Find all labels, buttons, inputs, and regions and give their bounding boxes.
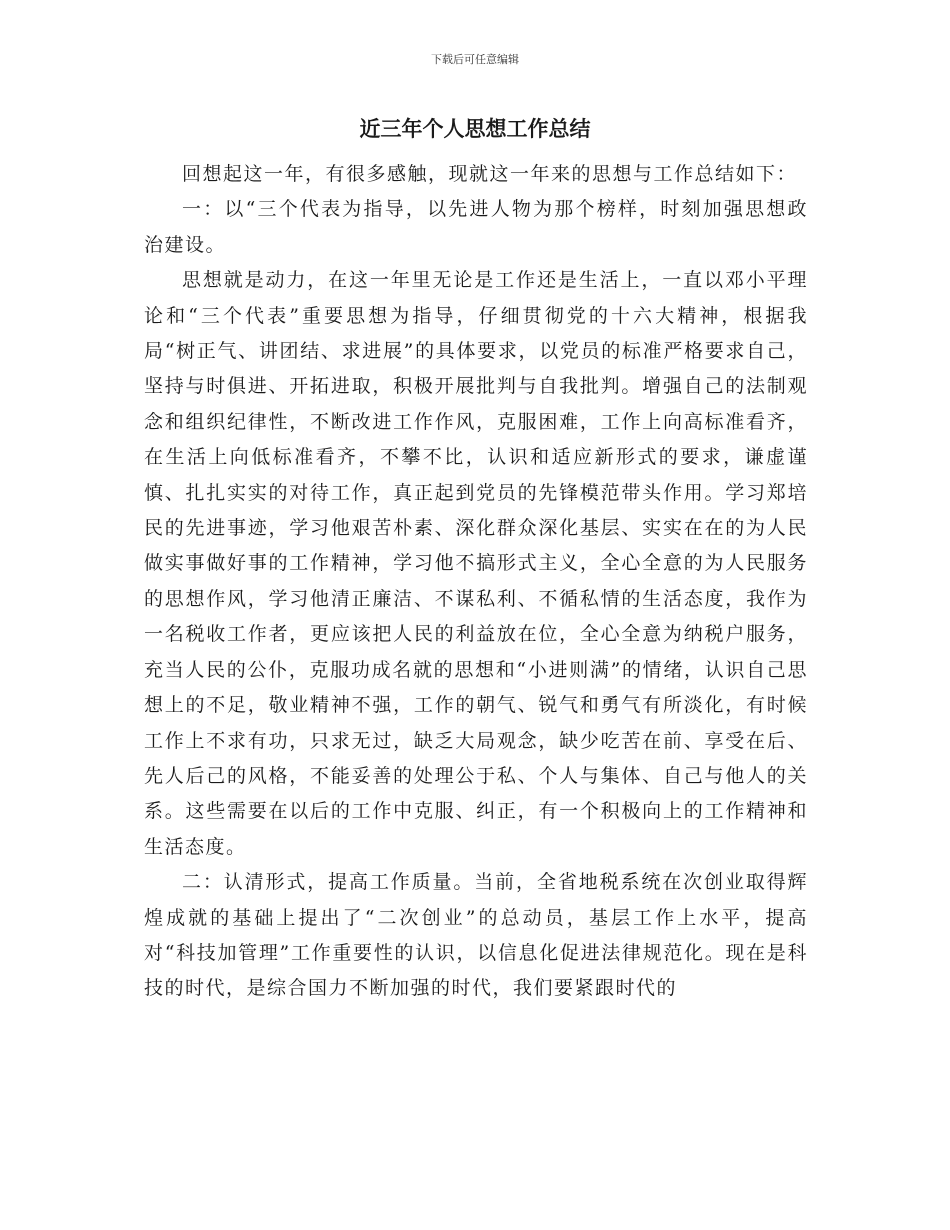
header-note: 下载后可任意编辑 [431,53,519,66]
paragraph-section-two: 二：认清形式，提高工作质量。当前，全省地税系统在次创业取得辉煌成就的基础上提出了“二次创业”的总动员，基层工作上水平，提高对“科技加管理”工作重要性的认识，以信息化促进法律规范化。现在是科技的时代，是综合国力不断加强的时代，我们要紧跟时代的 [144,871,808,1000]
document-title: 近三年个人思想工作总结 [359,117,591,141]
paragraph-intro: 回想起这一年，有很多感触，现就这一年来的思想与工作总结如下： [182,163,798,185]
paragraph-section-one-body: 思想就是动力，在这一年里无论是工作还是生活上，一直以邓小平理论和“三个代表”重要思想为指导，仔细贯彻党的十六大精神，根据我局“树正气、讲团结、求进展”的具体要求，以党员的标准严格要求自己，坚持与时俱进、开拓进取，积极开展批判与自我批判。增强自己的法制观念和组织纪律性，不断改进工作作风，克服困难，工作上向高标准看齐，在生活上向低标准看齐，不攀不比，认识和适应新形式的要求，谦虚谨慎、扎扎实实的对待工作，真正起到党员的先锋模范带头作用。学习郑培民的先进事迹，学习他艰苦朴素、深化群众深化基层、实实在在的为人民做实事做好事的工作精神，学习他不搞形式主义，全心全意的为人民服务的思想作风，学习他清正廉洁、不谋私利、不循私情的生活态度，我作为一名税收工作者，更应该把人民的利益放在位，全心全意为纳税户服务，充当人民的公仆，克服功成名就的思想和“小进则满”的情绪，认识自己思想上的不足，敬业精神不强，工作的朝气、锐气和勇气有所淡化，有时候工作上不求有功，只求无过，缺乏大局观念，缺少吃苦在前、享受在后、先人后己的风格，不能妥善的处理公于私、个人与集体、自己与他人的关系。这些需要在以后的工作中克服、纠正，有一个积极向上的工作精神和生活态度。 [144,269,808,858]
paragraph-section-one-heading: 一：以“三个代表为指导，以先进人物为那个榜样，时刻加强思想政治建设。 [144,198,808,256]
document-body [144,157,808,1007]
